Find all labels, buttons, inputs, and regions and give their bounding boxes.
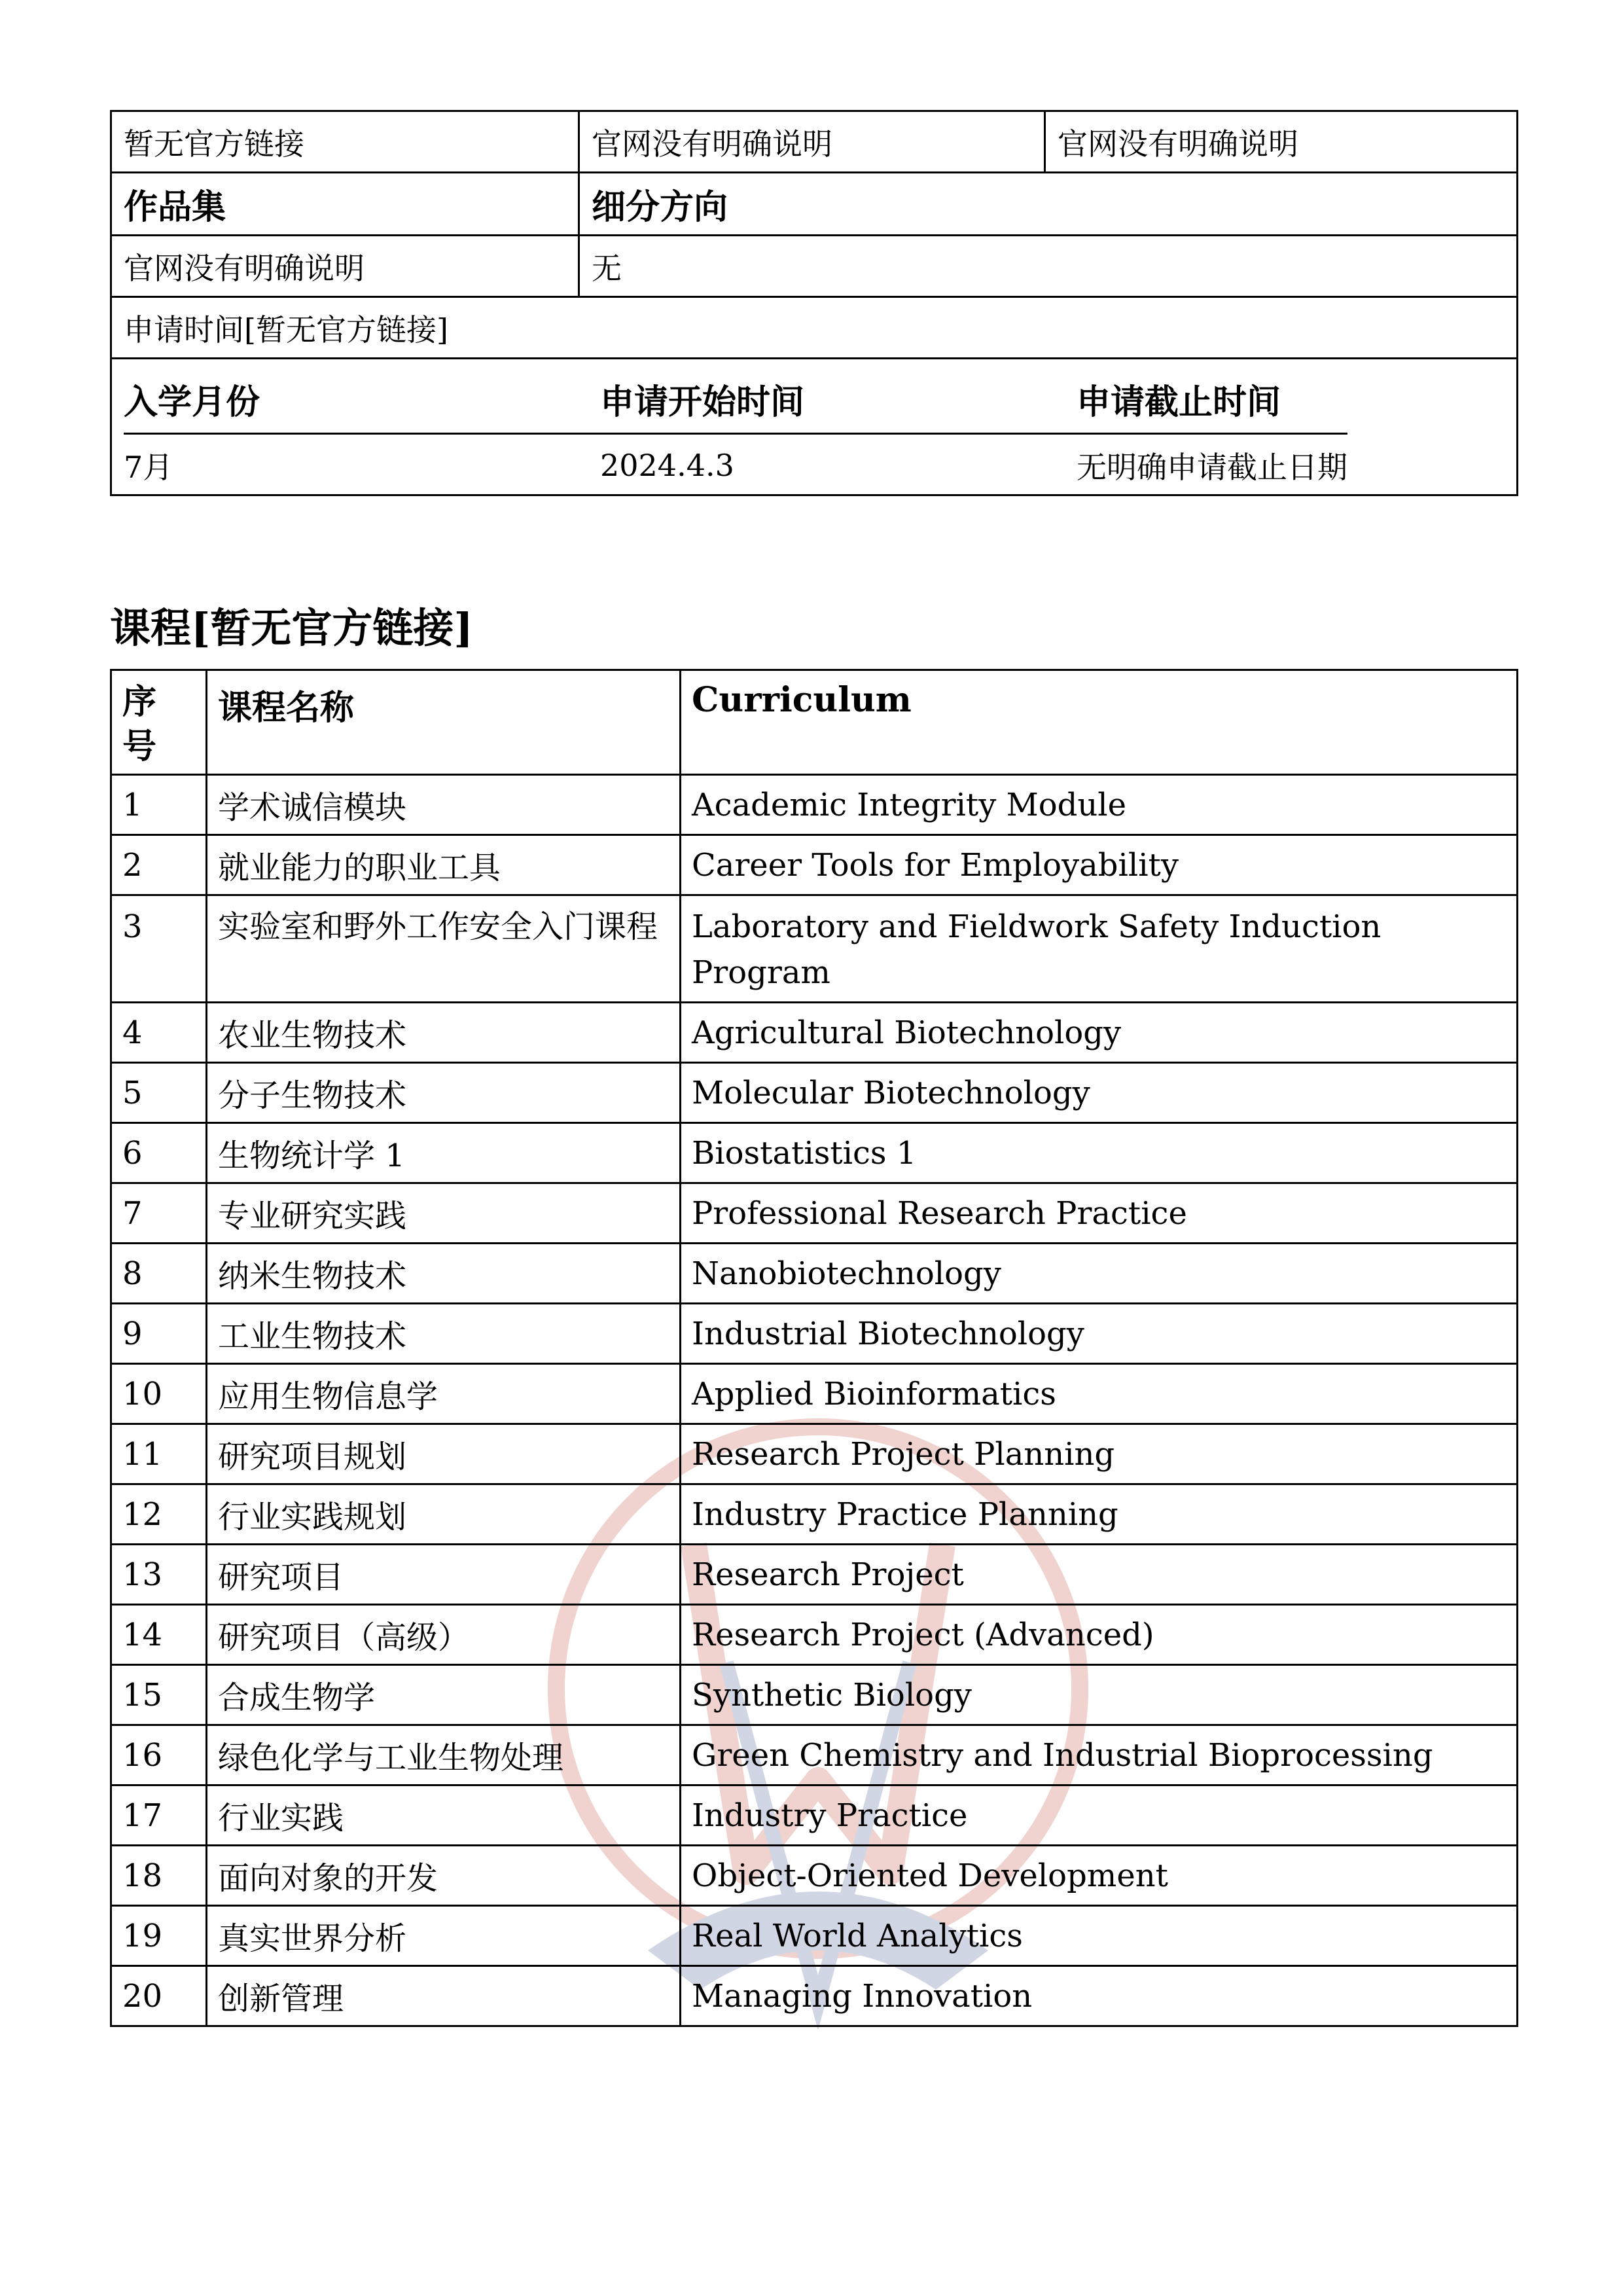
course-en-cell: Industry Practice Planning (681, 1484, 1518, 1545)
info-row-5 (112, 359, 1516, 494)
info-cell: 暂无官方链接 (124, 126, 304, 162)
course-en-cell: Green Chemistry and Industrial Bioprocessing (681, 1725, 1518, 1785)
course-cn-cell: 绿色化学与工业生物处理 (207, 1725, 681, 1785)
specialization-value: 无 (578, 236, 1516, 296)
course-en-cell: Managing Innovation (681, 1966, 1518, 2026)
info-row-2 (112, 173, 1516, 236)
table-row (111, 1003, 1518, 1063)
course-no-cell: 4 (111, 1003, 207, 1063)
application-deadline-value: 无明确申请截止日期 (1077, 450, 1347, 485)
intake-month-value: 7月 (124, 450, 173, 485)
table-row (111, 1966, 1518, 2026)
application-start-value: 2024.4.3 (600, 448, 734, 483)
course-cn-cell: 面向对象的开发 (207, 1846, 681, 1906)
course-cn-cell: 研究项目规划 (207, 1424, 681, 1484)
application-time-label: 申请时间[暂无官方链接] (124, 312, 448, 348)
course-no-cell: 5 (111, 1063, 207, 1123)
course-cn-cell: 创新管理 (207, 1966, 681, 2026)
course-en-cell: Synthetic Biology (681, 1665, 1518, 1725)
course-no-cell: 14 (111, 1605, 207, 1665)
application-start-header: 申请开始时间 (600, 365, 1077, 435)
course-cn-cell: 实验室和野外工作安全入门课程 (207, 895, 681, 1003)
course-cn-cell: 真实世界分析 (207, 1906, 681, 1966)
table-row (111, 1123, 1518, 1183)
course-no-cell: 8 (111, 1244, 207, 1304)
info-row-4 (112, 298, 1516, 359)
course-cn-cell: 研究项目 (207, 1545, 681, 1605)
table-row (111, 1183, 1518, 1244)
course-cn-cell: 纳米生物技术 (207, 1244, 681, 1304)
course-en-cell: Research Project (Advanced) (681, 1605, 1518, 1665)
course-no-cell: 2 (111, 835, 207, 895)
course-cn-cell: 工业生物技术 (207, 1304, 681, 1364)
header-number: 序号 (111, 670, 207, 775)
application-time-grid (112, 359, 1516, 494)
course-no-cell: 13 (111, 1545, 207, 1605)
course-cn-cell: 分子生物技术 (207, 1063, 681, 1123)
course-no-cell: 19 (111, 1906, 207, 1966)
course-no-cell: 6 (111, 1123, 207, 1183)
course-no-cell: 1 (111, 775, 207, 835)
course-en-cell: Agricultural Biotechnology (681, 1003, 1518, 1063)
course-en-cell: Academic Integrity Module (681, 775, 1518, 835)
info-cell: 官网没有明确说明 (578, 112, 1044, 171)
table-row (111, 895, 1518, 1003)
table-row (111, 1063, 1518, 1123)
portfolio-value: 官网没有明确说明 (124, 250, 365, 286)
table-row (111, 1665, 1518, 1725)
course-no-cell: 15 (111, 1665, 207, 1725)
course-en-cell: Professional Research Practice (681, 1183, 1518, 1244)
course-no-cell: 17 (111, 1785, 207, 1846)
course-en-cell: Nanobiotechnology (681, 1244, 1518, 1304)
course-en-cell: Molecular Biotechnology (681, 1063, 1518, 1123)
course-cn-cell: 专业研究实践 (207, 1183, 681, 1244)
course-no-cell: 20 (111, 1966, 207, 2026)
intake-month-header: 入学月份 (124, 365, 600, 435)
table-row (111, 1605, 1518, 1665)
course-cn-cell: 生物统计学 1 (207, 1123, 681, 1183)
course-no-cell: 12 (111, 1484, 207, 1545)
course-no-cell: 16 (111, 1725, 207, 1785)
course-en-cell: Biostatistics 1 (681, 1123, 1518, 1183)
course-en-cell: Career Tools for Employability (681, 835, 1518, 895)
table-row (111, 1304, 1518, 1364)
course-no-cell: 18 (111, 1846, 207, 1906)
course-en-cell: Industrial Biotechnology (681, 1304, 1518, 1364)
table-row (111, 1244, 1518, 1304)
course-en-cell: Research Project (681, 1545, 1518, 1605)
table-row (111, 835, 1518, 895)
portfolio-label: 作品集 (124, 187, 226, 227)
course-en-cell: Real World Analytics (681, 1906, 1518, 1966)
course-cn-cell: 研究项目（高级） (207, 1605, 681, 1665)
table-row (111, 1846, 1518, 1906)
course-cn-cell: 就业能力的职业工具 (207, 835, 681, 895)
table-row (111, 1785, 1518, 1846)
course-en-cell: Industry Practice (681, 1785, 1518, 1846)
course-cn-cell: 应用生物信息学 (207, 1364, 681, 1424)
course-no-cell: 3 (111, 895, 207, 1003)
info-row-3 (112, 236, 1516, 298)
info-cell: 官网没有明确说明 (1044, 112, 1516, 171)
course-cn-cell: 行业实践 (207, 1785, 681, 1846)
table-row (111, 1545, 1518, 1605)
course-no-cell: 11 (111, 1424, 207, 1484)
table-row (111, 1484, 1518, 1545)
course-en-cell: Object-Oriented Development (681, 1846, 1518, 1906)
specialization-label: 细分方向 (578, 173, 1516, 234)
course-en-cell: Applied Bioinformatics (681, 1364, 1518, 1424)
table-row (111, 1725, 1518, 1785)
table-row (111, 1424, 1518, 1484)
courses-section-title: 课程[暂无官方链接] (110, 604, 473, 652)
header-course-name: 课程名称 (207, 670, 681, 775)
course-cn-cell: 学术诚信模块 (207, 775, 681, 835)
course-en-cell: Laboratory and Fieldwork Safety Induction Program (681, 895, 1518, 1003)
course-cn-cell: 农业生物技术 (207, 1003, 681, 1063)
table-row (111, 1364, 1518, 1424)
course-no-cell: 7 (111, 1183, 207, 1244)
table-row (111, 1906, 1518, 1966)
course-no-cell: 10 (111, 1364, 207, 1424)
application-deadline-header: 申请截止时间 (1077, 365, 1347, 435)
courses-table (110, 669, 1518, 2027)
admission-info-table (110, 110, 1518, 496)
header-curriculum: Curriculum (681, 670, 1518, 775)
table-row (111, 775, 1518, 835)
courses-header-row (111, 670, 1518, 775)
info-row-1 (112, 112, 1516, 173)
course-cn-cell: 行业实践规划 (207, 1484, 681, 1545)
course-en-cell: Research Project Planning (681, 1424, 1518, 1484)
course-cn-cell: 合成生物学 (207, 1665, 681, 1725)
courses-body (111, 775, 1518, 2026)
course-no-cell: 9 (111, 1304, 207, 1364)
